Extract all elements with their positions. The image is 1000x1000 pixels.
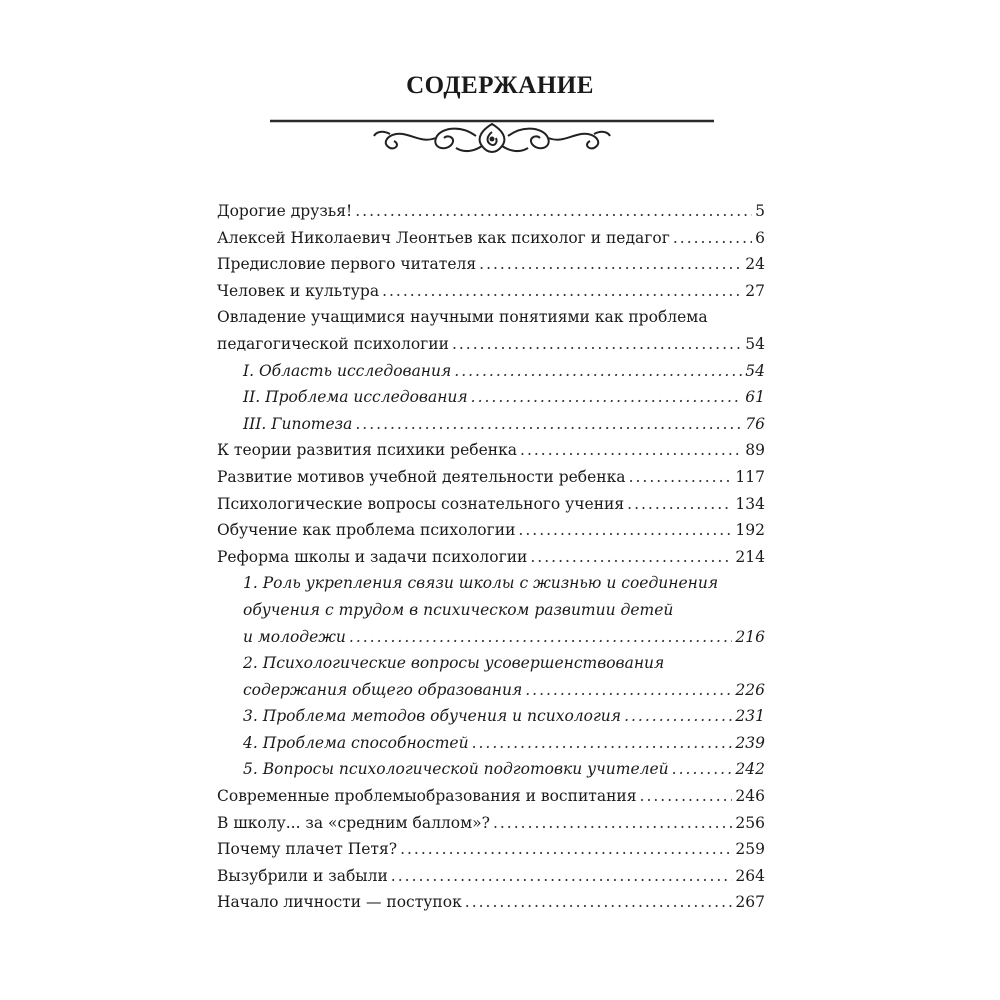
entry-title: Развитие мотивов учебной деятельности ребенка [217, 467, 626, 486]
entry-title: Психологические вопросы сознательного учения [217, 494, 625, 513]
page-number: 24 [745, 255, 765, 274]
page-number: 5 [755, 202, 765, 220]
entry-title: Реформа школы и задачи психологии [217, 547, 528, 566]
leader-dots [673, 225, 752, 252]
page-number: 76 [745, 414, 765, 433]
leader-dots [471, 384, 743, 411]
toc-subentry[interactable] [217, 411, 765, 438]
entry-title-line: и молодежи [243, 627, 346, 646]
leader-dots [355, 198, 752, 225]
leader-dots [624, 703, 732, 730]
page-number: 246 [735, 787, 765, 806]
leader-dots [627, 491, 732, 518]
entry-title: Алексей Николаевич Леонтьев как психолог и педагог [217, 228, 670, 247]
entry-title: К теории развития психики ребенка [217, 441, 518, 460]
table-of-contents [217, 198, 765, 916]
toc-subentry[interactable] [217, 756, 765, 783]
toc-entry[interactable] [217, 464, 765, 491]
page-number: 231 [735, 707, 765, 726]
leader-dots [530, 544, 732, 571]
toc-entry[interactable] [217, 225, 765, 252]
page-number: 256 [735, 813, 765, 832]
entry-title: 4. Проблема способностей [243, 733, 469, 752]
toc-subentry[interactable] [217, 703, 765, 730]
entry-title: 3. Проблема методов обучения и психология [243, 707, 622, 726]
toc-subentry[interactable] [217, 570, 765, 650]
toc-subentry[interactable] [217, 730, 765, 757]
leader-dots [493, 810, 732, 837]
toc-entry[interactable] [217, 889, 765, 916]
toc-entry[interactable] [217, 810, 765, 837]
entry-title-line: Овладение учащимися научными понятиями как проблема [217, 308, 708, 327]
page-number: 242 [735, 760, 765, 779]
entry-title: В школу... за «средним баллом»? [217, 813, 490, 832]
leader-dots [640, 783, 733, 810]
leader-dots [629, 464, 733, 491]
entry-title-line: 2. Психологические вопросы усовершенствования [243, 654, 665, 673]
page-number: 192 [735, 521, 765, 540]
toc-entry[interactable] [217, 836, 765, 863]
entry-title: Начало личности — поступок [217, 893, 462, 912]
leader-dots [518, 517, 732, 544]
page-number: 117 [735, 467, 765, 486]
page-number: 54 [745, 334, 765, 353]
toc-entry[interactable] [217, 251, 765, 278]
leader-dots [525, 677, 732, 704]
leader-dots [465, 889, 733, 916]
leader-dots [355, 411, 742, 438]
entry-title: I. Область исследования [243, 361, 452, 380]
entry-title: Почему плачет Петя? [217, 840, 398, 859]
toc-subentry[interactable] [217, 358, 765, 385]
toc-entry[interactable] [217, 491, 765, 518]
leader-dots [391, 863, 733, 890]
entry-title: II. Проблема исследования [243, 388, 468, 407]
leader-dots [454, 358, 742, 385]
entry-title: III. Гипотеза [243, 414, 353, 433]
toc-entry[interactable] [217, 198, 765, 225]
entry-title: Дорогие друзья! [217, 202, 353, 220]
page-number: 61 [745, 388, 765, 407]
page-number: 264 [735, 866, 765, 885]
entry-title: Обучение как проблема психологии [217, 521, 516, 540]
page-number: 239 [735, 733, 765, 752]
toc-entry[interactable] [217, 517, 765, 544]
page-title: СОДЕРЖАНИЕ [406, 72, 594, 99]
toc-subentry[interactable] [217, 384, 765, 411]
toc-entry[interactable] [217, 278, 765, 305]
page-number: 134 [735, 494, 765, 513]
entry-title-line: педагогической психологии [217, 334, 449, 353]
entry-title-line: обучения с трудом в психическом развитии детей [243, 600, 674, 619]
page-number: 89 [745, 441, 765, 460]
toc-entry[interactable] [217, 437, 765, 464]
page-number: 6 [755, 228, 765, 247]
leader-dots [520, 437, 742, 464]
entry-title: Современные проблемыобразования и воспитания [217, 787, 637, 806]
toc-entry[interactable] [217, 863, 765, 890]
entry-title-line: содержания общего образования [243, 680, 523, 699]
entry-title: Человек и культура [217, 281, 380, 300]
page-number: 214 [735, 547, 765, 566]
leader-dots [472, 730, 733, 757]
toc-entry[interactable] [217, 304, 765, 357]
leader-dots [672, 756, 733, 783]
page-number: 54 [745, 361, 765, 380]
leader-dots [452, 331, 742, 358]
toc-entry[interactable] [217, 544, 765, 571]
entry-title: Предисловие первого читателя [217, 255, 477, 274]
entry-title: 5. Вопросы психологической подготовки учителей [243, 760, 669, 779]
page-number: 216 [735, 627, 765, 646]
toc-entry[interactable] [217, 783, 765, 810]
leader-dots [479, 251, 742, 278]
page-number: 226 [735, 680, 765, 699]
page-number: 27 [745, 281, 765, 300]
page-number: 259 [735, 840, 765, 859]
page-number: 267 [735, 893, 765, 912]
leader-dots [400, 836, 732, 863]
ornament-divider-icon [270, 110, 714, 160]
leader-dots [382, 278, 742, 305]
entry-title-line: 1. Роль укрепления связи школы с жизнью и соединения [243, 574, 719, 593]
leader-dots [349, 624, 733, 651]
entry-title: Вызубрили и забыли [217, 866, 388, 885]
toc-subentry[interactable] [217, 650, 765, 703]
